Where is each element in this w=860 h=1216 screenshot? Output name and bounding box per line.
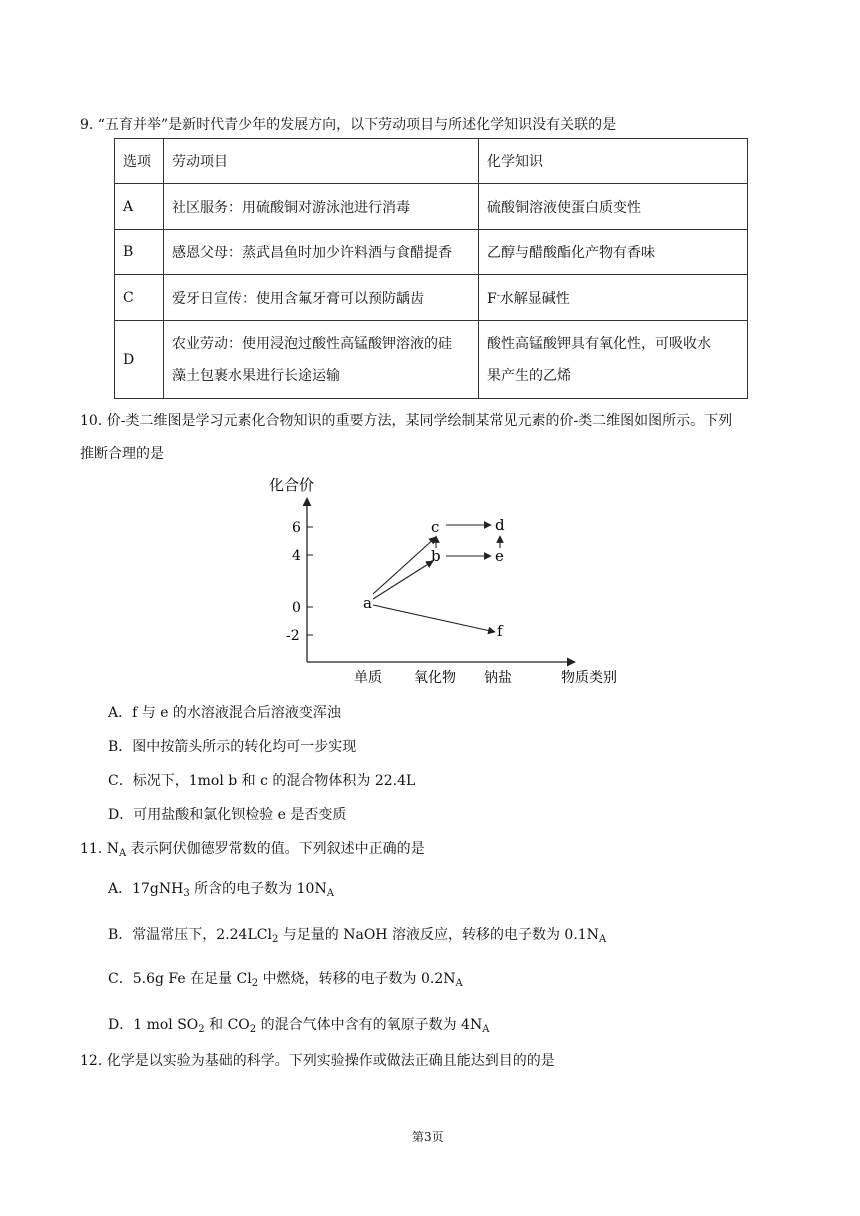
knowledge-text: 水解显碱性 xyxy=(499,290,570,307)
text-part: D．1 mol SO xyxy=(108,1017,199,1033)
subscript: A xyxy=(455,978,463,989)
subscript: 2 xyxy=(249,1024,257,1035)
x-category-label: 单质 xyxy=(354,670,382,686)
cell-line: 酸性高锰酸钾具有氧化性，可吸收水 xyxy=(487,335,711,352)
q11-option-a xyxy=(108,878,334,898)
text-part: 与足量的 NaOH 溶液反应，转移的电子数为 0.1N xyxy=(278,927,599,943)
fluoride-symbol: F xyxy=(487,290,497,307)
table-header-cell: 劳动项目 xyxy=(164,139,479,184)
table-header-cell: 化学知识 xyxy=(479,139,748,184)
page-number: 第3页 xyxy=(412,1130,444,1144)
q10-option-c: C．标况下，1mol b 和 c 的混合物体积为 22.4L xyxy=(108,773,416,789)
table-cell xyxy=(479,321,748,399)
cell-line: 果产生的乙烯 xyxy=(487,367,571,384)
q12-stem: 12. 化学是以实验为基础的科学。下列实验操作或做法正确且能达到目的的是 xyxy=(80,1053,555,1069)
x-category-label: 钠盐 xyxy=(484,670,512,686)
table-row xyxy=(115,321,748,399)
q11-option-c xyxy=(108,968,463,988)
y-tick-label: 6 xyxy=(292,520,301,536)
y-tick-label: 0 xyxy=(292,600,301,616)
table-cell: 硫酸铜溶液使蛋白质变性 xyxy=(479,184,748,230)
q10-stem-line1: 10. 价-类二维图是学习元素化合物知识的重要方法，某同学绘制某常见元素的价-类二维图如图所示。下列 xyxy=(80,413,733,429)
subscript: A xyxy=(482,1024,490,1035)
q10-stem-line2: 推断合理的是 xyxy=(80,446,164,462)
q11-option-d xyxy=(108,1014,489,1034)
table-cell: C xyxy=(115,275,164,321)
subscript: A xyxy=(326,888,334,899)
table-cell: A xyxy=(115,184,164,230)
text-part: B．常温常压下，2.24LCl xyxy=(108,927,272,943)
point-f: f xyxy=(497,622,503,640)
table-header-row xyxy=(115,139,748,184)
y-tick-label: -2 xyxy=(286,628,300,644)
text-part: 中燃烧，转移的电子数为 0.2N xyxy=(258,971,456,987)
table-row xyxy=(115,275,748,321)
point-c: c xyxy=(431,518,440,536)
table-header-cell: 选项 xyxy=(115,139,164,184)
x-axis-title: 物质类别 xyxy=(561,670,617,686)
y-axis-title: 化合价 xyxy=(269,476,315,494)
q10-option-b: B．图中按箭头所示的转化均可一步实现 xyxy=(108,739,357,755)
point-e: e xyxy=(495,547,504,565)
arrow-a-f xyxy=(373,605,495,632)
table-cell xyxy=(164,321,479,399)
table-cell: 社区服务：用硫酸铜对游泳池进行消毒 xyxy=(164,184,479,230)
table-cell: B xyxy=(115,230,164,275)
table-cell xyxy=(479,275,748,321)
q11-stem xyxy=(80,838,425,858)
subscript: 3 xyxy=(183,888,190,899)
table-cell: 乙醇与醋酸酯化产物有香味 xyxy=(479,230,748,275)
x-category-label: 氧化物 xyxy=(414,670,456,686)
point-d: d xyxy=(495,516,505,534)
point-a: a xyxy=(363,594,372,612)
subscript: 2 xyxy=(198,1024,205,1035)
subscript: A xyxy=(598,934,607,945)
q9-stem: 9. “五育并举”是新时代青少年的发展方向，以下劳动项目与所述化学知识没有关联的是 xyxy=(80,117,617,133)
y-tick-label: 4 xyxy=(292,548,301,564)
charge-superscript: - xyxy=(496,290,500,301)
subscript: 2 xyxy=(271,934,279,945)
q11-option-b xyxy=(108,924,606,944)
valence-class-diagram xyxy=(255,470,655,690)
text-part: 表示阿伏伽德罗常数的值。下列叙述中正确的是 xyxy=(126,841,425,857)
text-part: 11. N xyxy=(80,841,119,857)
text-part: 所含的电子数为 10N xyxy=(189,881,327,897)
subscript: A xyxy=(118,848,127,859)
q10-option-a: A．f 与 e 的水溶液混合后溶液变浑浊 xyxy=(108,705,341,721)
text-part: C．5.6g Fe 在足量 Cl xyxy=(108,971,252,987)
cell-line: 藻土包裹水果进行长途运输 xyxy=(172,367,340,384)
table-cell: D xyxy=(115,321,164,399)
cell-line: 农业劳动：使用浸泡过酸性高锰酸钾溶液的硅 xyxy=(172,335,452,352)
table-row xyxy=(115,184,748,230)
table-row xyxy=(115,230,748,275)
subscript: 2 xyxy=(251,978,259,989)
table-cell: 爱牙日宣传：使用含氟牙膏可以预防龋齿 xyxy=(164,275,479,321)
q10-option-d: D．可用盐酸和氯化钡检验 e 是否变质 xyxy=(108,807,347,823)
text-part: A．17gNH xyxy=(108,881,184,897)
text-part: 和 CO xyxy=(204,1017,250,1033)
text-part: 的混合气体中含有的氧原子数为 4N xyxy=(256,1017,483,1033)
point-b: b xyxy=(431,547,441,565)
table-cell: 感恩父母：蒸武昌鱼时加少许料酒与食醋提香 xyxy=(164,230,479,275)
q9-table xyxy=(114,138,748,399)
